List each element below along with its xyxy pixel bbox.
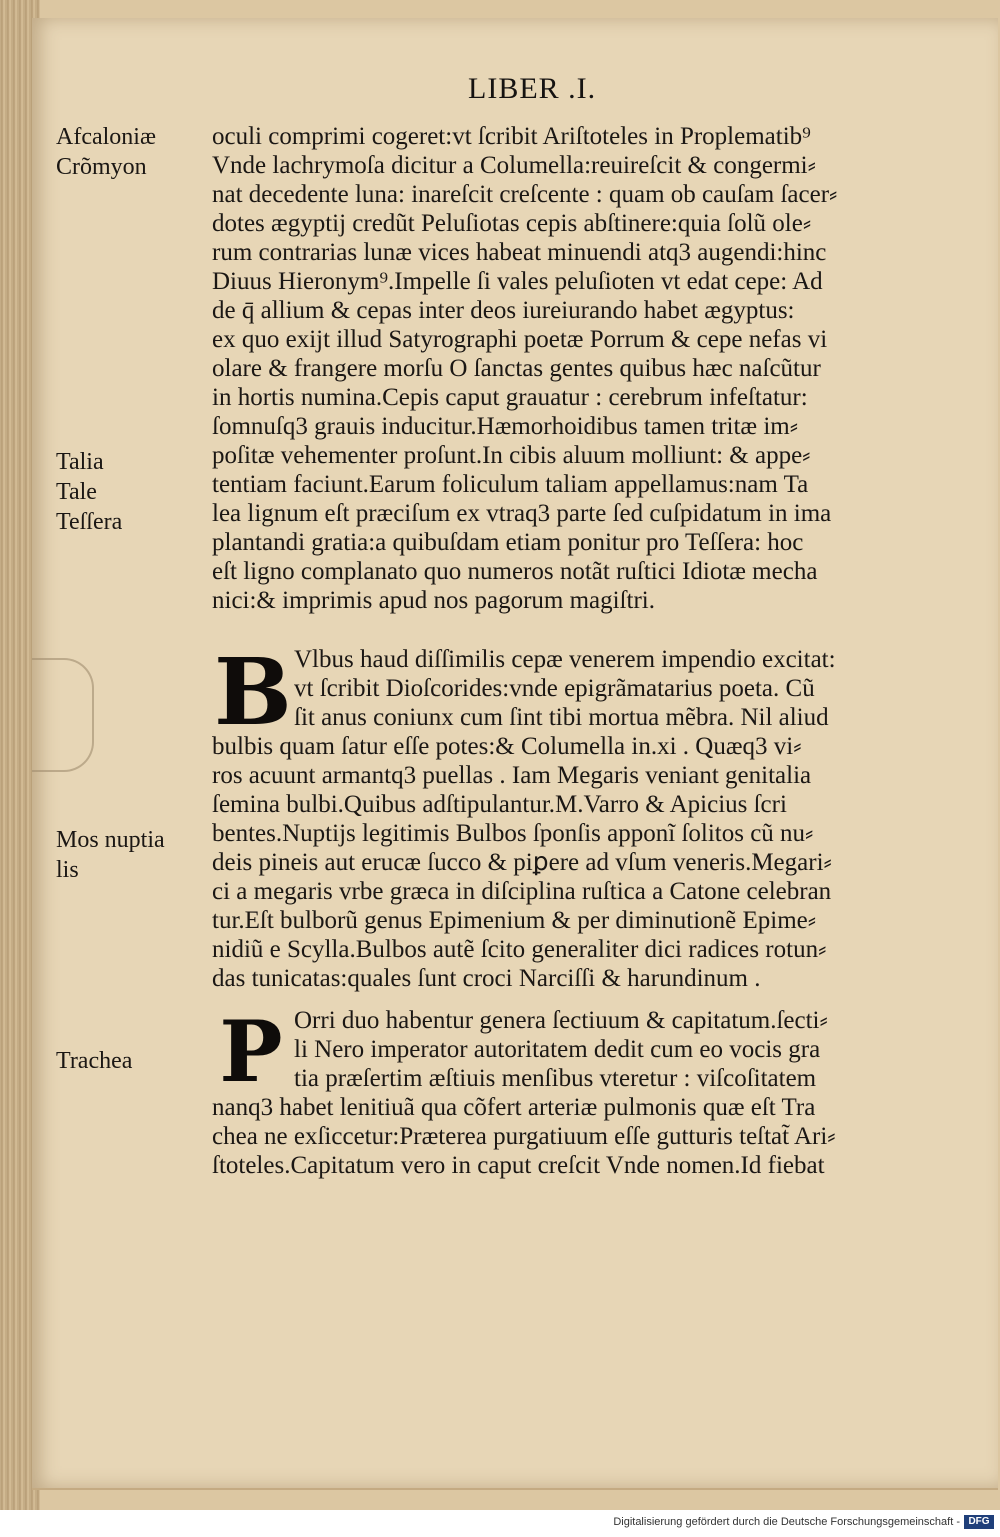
text-line: bulbis quam ſatur eſſe potes:& Columella in.xi . Quæq3 vi⸗ (212, 733, 802, 760)
binding-mark (32, 658, 94, 772)
text-line: nici:& imprimis apud nos pagorum magiſtri. (212, 587, 656, 614)
margin-note: Mos nuptia lis (56, 827, 165, 883)
text-line: in hortis numina.Cepis caput grauatur : cerebrum infeſtatur: (212, 384, 808, 411)
text-line: olare & frangere morſu O ſanctas gentes quibus hæc naſcũtur (212, 355, 821, 382)
text-line: nanq3 habet lenitiuã qua cõfert arteriæ pulmonis quæ eſt Tra (212, 1094, 816, 1121)
text-line: li Nero imperator autoritatem dedit cum eo vocis gra (294, 1036, 821, 1063)
text-line: deis pineis aut erucæ ſucco & piꝑere ad vſum veneris.Megari⸗ (212, 849, 832, 876)
text-line: Orri duo habentur genera ſectiuum & capitatum.ſecti⸗ (294, 1007, 828, 1034)
funding-credit: Digitalisierung gefördert durch die Deutsche Forschungsgemeinschaft - (613, 1516, 960, 1528)
text-line: tur.Eſt bulborũ genus Epimenium & per diminutionẽ Epime⸗ (212, 907, 817, 934)
running-header: LIBER .I. (468, 72, 597, 105)
decorated-initial: P (219, 1002, 283, 1101)
text-line: plantandi gratia:a quibuſdam etiam ponitur pro Teſſera: hoc (212, 529, 804, 556)
margin-note: Talia Tale Teſſera (56, 449, 123, 535)
text-line: ſemina bulbi.Quibus adſtipulantur.M.Varro & Apicius ſcri (212, 791, 787, 818)
text-line: Vnde lachrymoſa dicitur a Columella:reuireſcit & congermi⸗ (212, 152, 816, 179)
text-line: ci a megaris vrbe græca in diſciplina ruſtica a Catone celebran (212, 878, 832, 905)
text-line: Vlbus haud diſſimilis cepæ venerem impendio excitat: (294, 646, 836, 673)
text-line: oculi comprimi cogeret:vt ſcribit Ariſtoteles in Proplematib⁹ (212, 123, 811, 150)
text-line: nat decedente luna: inareſcit creſcente : quam ob cauſam ſacer⸗ (212, 181, 838, 208)
margin-note: Trachea (56, 1048, 133, 1074)
text-line: tentiam faciunt.Earum foliculum taliam appellamus:nam Ta (212, 471, 809, 498)
text-line: tia præſertim æſtiuis menſibus vteretur : viſcoſitatem (294, 1065, 817, 1092)
decorated-initial: B (214, 638, 292, 746)
text-line: bentes.Nuptijs legitimis Bulbos ſponſis apponĩ ſolitos cũ nu⸗ (212, 820, 814, 847)
dfg-logo-icon: DFG (964, 1515, 994, 1529)
text-line: Diuus Hieronym⁹.Impelle ſi vales peluſioten vt edat cepe: Ad (212, 268, 823, 295)
footer-bar (0, 1510, 1000, 1537)
text-line: ſomnuſq3 grauis inducitur.Hæmorhoidibus tamen tritæ im⸗ (212, 413, 799, 440)
text-line: nidiũ e Scylla.Bulbos autẽ ſcito generaliter dici radices rotun⸗ (212, 936, 827, 963)
text-line: dotes ægyptij credũt Peluſiotas cepis abſtinere:quia ſolũ ole⸗ (212, 210, 812, 237)
margin-note: Afcaloniæ Crõmyon (56, 124, 156, 180)
text-line: poſitæ vehementer proſunt.In cibis aluum molliunt: & appe⸗ (212, 442, 811, 469)
text-line: ros acuunt armantq3 puellas . Iam Megaris veniant genitalia (212, 762, 812, 789)
text-line: vt ſcribit Dioſcorides:vnde epigrãmatarius poeta. Cũ (294, 675, 815, 702)
text-line: ſtoteles.Capitatum vero in caput creſcit Vnde nomen.Id fiebat (212, 1152, 825, 1179)
text-line: das tunicatas:quales ſunt croci Narciſſi & harundinum . (212, 965, 761, 992)
text-line: ex quo exijt illud Satyrographi poetæ Porrum & cepe nefas vi (212, 326, 828, 353)
text-line: eſt ligno complanato quo numeros notãt ruſtici Idiotæ mecha (212, 558, 818, 585)
text-line: lea lignum eſt præciſum ex vtraq3 parte ſed cuſpidatum in ima (212, 500, 832, 527)
text-line: ſit anus coniunx cum ſint tibi mortua mẽbra. Nil aliud (294, 704, 829, 731)
text-line: de q̄ allium & cepas inter deos iureiurando habet ægyptus: (212, 297, 795, 324)
text-line: rum contrarias lunæ vices habeat minuendi atq3 augendi:hinc (212, 239, 827, 266)
text-line: chea ne exſiccetur:Præterea purgatiuum eſſe gutturis teſtat̃ Ari⸗ (212, 1123, 836, 1150)
